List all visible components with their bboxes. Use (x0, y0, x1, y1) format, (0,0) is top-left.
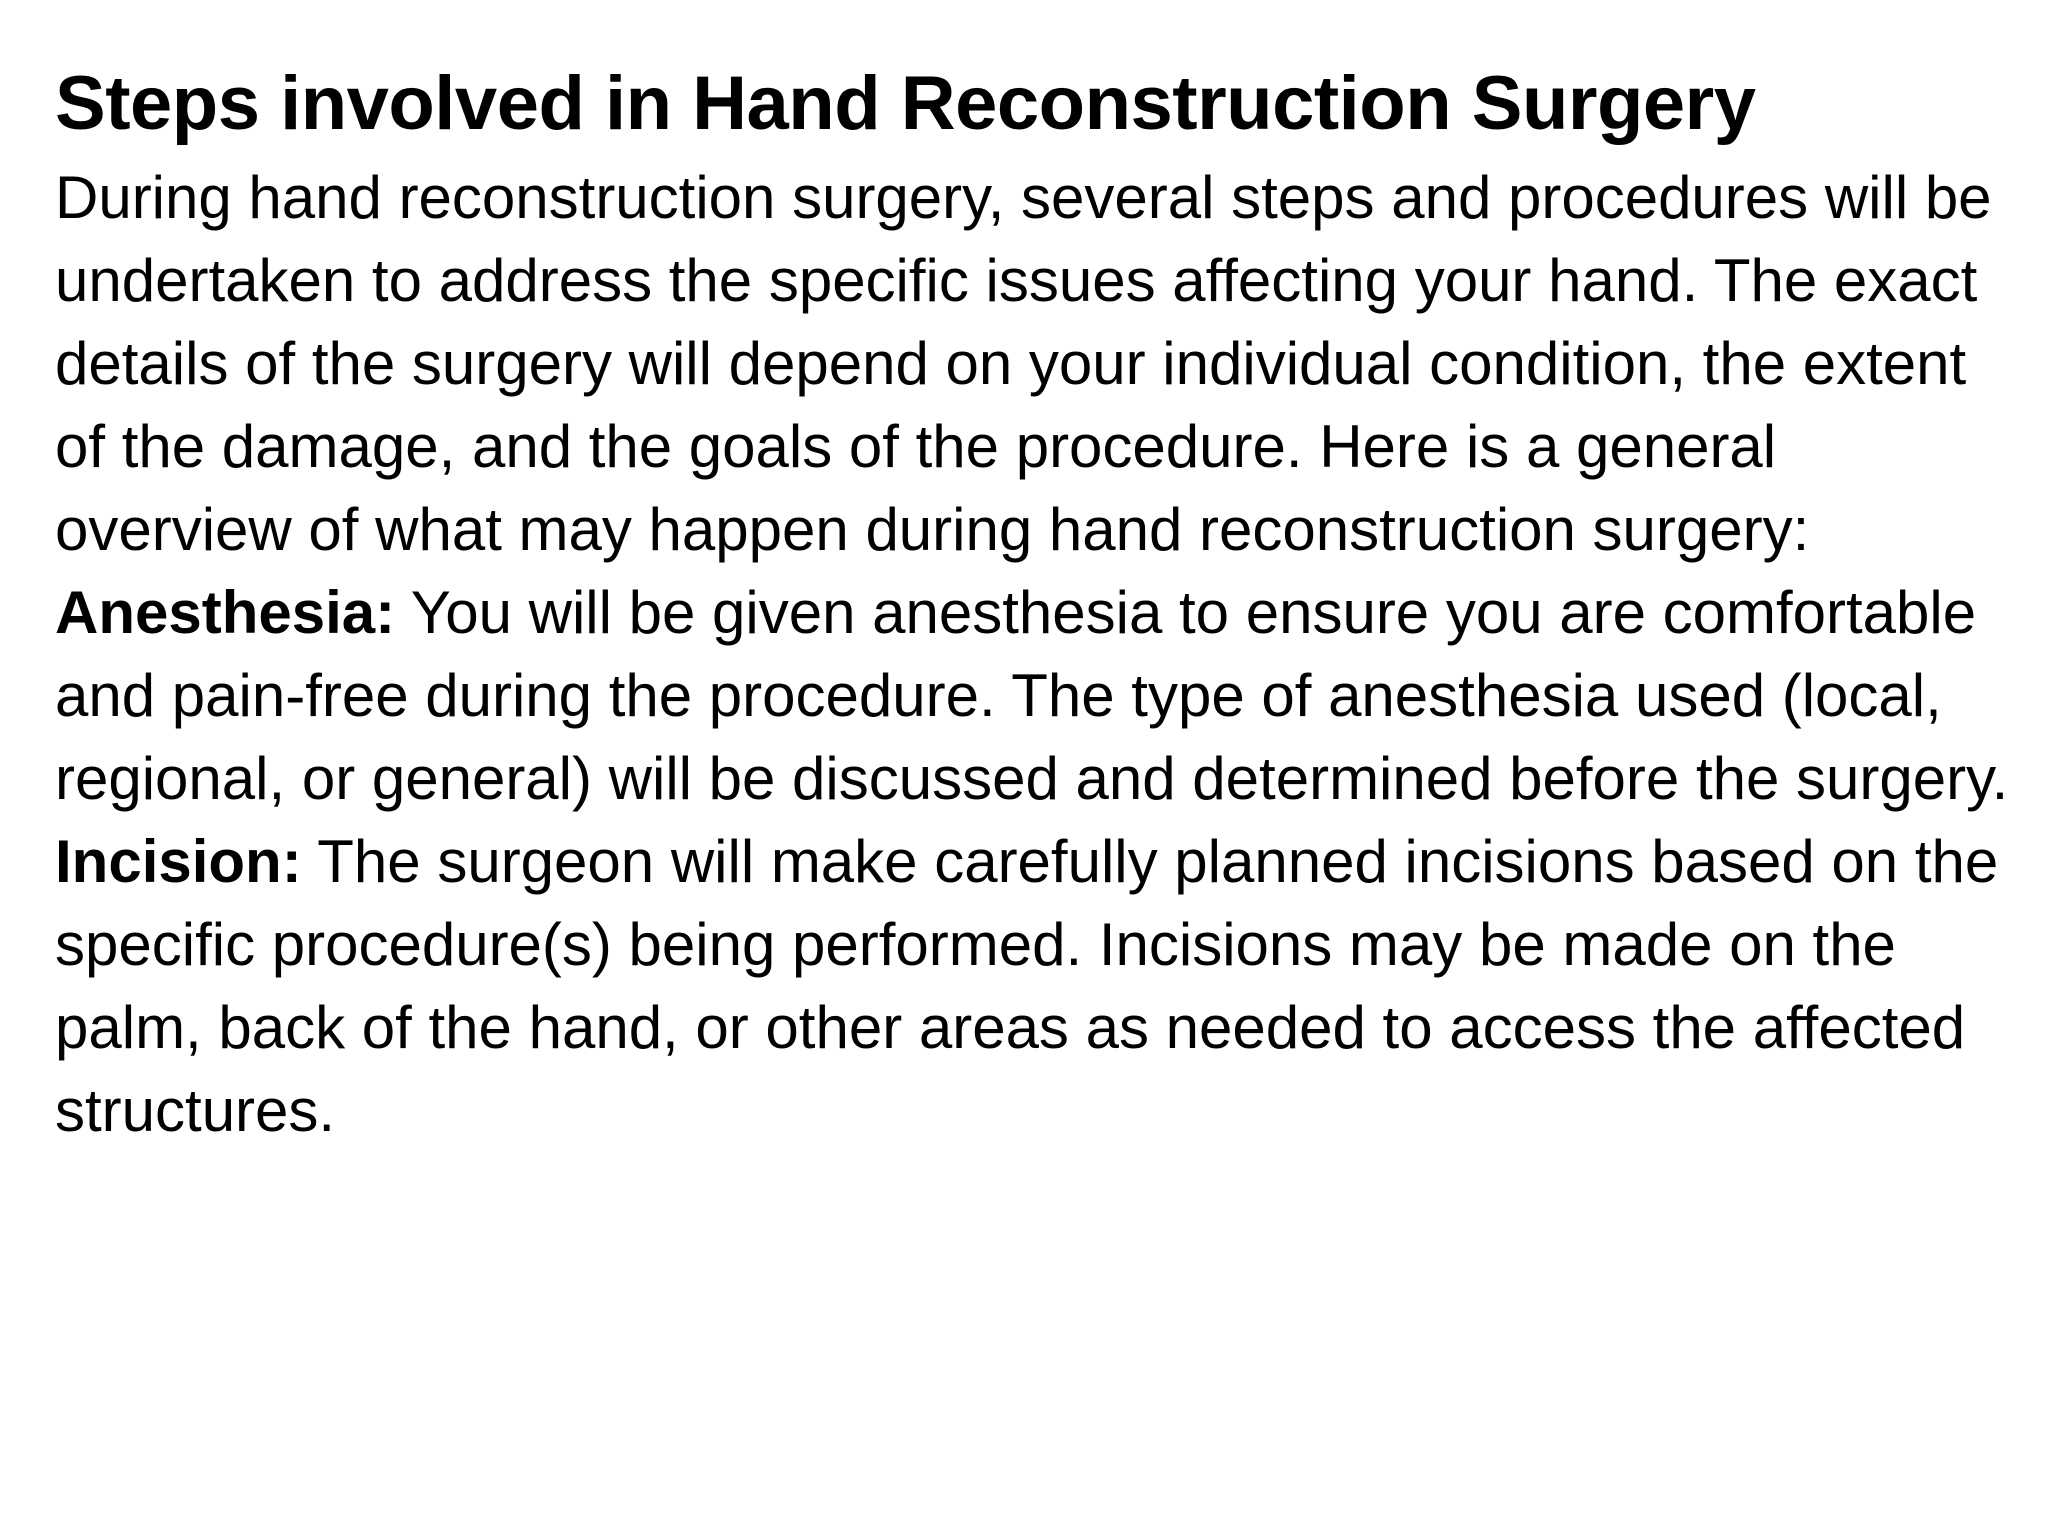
step-term: Anesthesia: (55, 579, 396, 646)
step-term: Incision: (55, 828, 302, 895)
slide-content (55, 52, 2015, 1152)
step-text: The surgeon will make carefully planned incisions based on the specific procedure(s) being performed. Incisions may be made on the palm, back of the hand, or other areas as needed to access the affected structures. (55, 828, 1999, 1144)
step-text: You will be given anesthesia to ensure you are comfortable and pain-free during the procedure. The type of anesthesia used (local, regional, or general) will be discussed and determined before the surgery. (55, 579, 2009, 812)
slide-title: Steps involved in Hand Reconstruction Surgery (55, 61, 1756, 146)
intro-paragraph: During hand reconstruction surgery, several steps and procedures will be undertaken to address the specific issues affecting your hand. The exact details of the surgery will depend on your individual condition, the extent of the damage, and the goals of the procedure. Here is a general overview of what may happen during hand reconstruction surgery: (55, 164, 1992, 563)
step-incision (55, 820, 2015, 1152)
step-anesthesia (55, 571, 2015, 820)
